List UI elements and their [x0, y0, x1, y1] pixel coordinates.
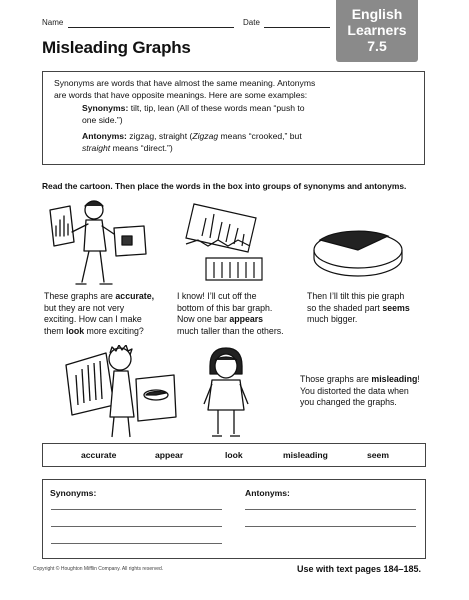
antonyms-heading: Antonyms: [245, 488, 290, 498]
synonyms-example-label: Synonyms: [82, 103, 129, 113]
english-learners-badge [336, 0, 418, 62]
word-look: look [225, 450, 243, 460]
word-seem: seem [367, 450, 389, 460]
panel-4-text [300, 374, 432, 409]
cartoon-cut-bar-graph [178, 200, 270, 284]
badge-line-2: Learners [347, 22, 407, 38]
panel-4-line-2: You distorted the data when [300, 385, 409, 396]
answer-box [42, 479, 426, 559]
panel-2-line-1: I know! I’ll cut off the [177, 291, 257, 301]
panel-3-text [307, 291, 432, 326]
name-label: Name [42, 18, 64, 27]
cartoon-boy-showing-graphs [62, 345, 180, 439]
panel-2-line-3: Now one bar [177, 314, 230, 324]
panel-2-line-2: bottom of this bar graph. [177, 302, 273, 313]
panel-3-line-1: Then I’ll tilt this pie graph [307, 291, 405, 301]
straight-word: straight [82, 142, 111, 153]
synonyms-heading: Synonyms: [50, 488, 97, 498]
panel-4-line-3: you changed the graphs. [300, 397, 397, 407]
panel-1-line-3: exciting. How can I make [44, 314, 142, 324]
synonyms-example-text: tilt, tip, lean (All of these words mean “push to [128, 103, 305, 113]
synonyms-example-text-2: one side.”) [82, 114, 123, 125]
keyword-misleading: misleading [371, 374, 418, 384]
antonyms-answer-line-2[interactable] [245, 526, 416, 527]
word-box [42, 443, 426, 467]
cartoon-tilted-pie-graph [308, 224, 408, 280]
definition-box [42, 71, 425, 165]
panel-1-text [44, 291, 174, 337]
name-field[interactable] [68, 27, 234, 28]
keyword-accurate: accurate, [115, 291, 155, 301]
panel-1-line-2: but they are not very [44, 302, 125, 313]
cartoon-girl [196, 346, 256, 438]
text-pages-reference: Use with text pages 184–185. [297, 564, 422, 574]
date-label: Date [243, 18, 260, 27]
antonyms-example-text-2: means “direct.”) [110, 142, 173, 153]
synonyms-answer-line-3[interactable] [51, 543, 222, 544]
definition-line-2: are words that have opposite meanings. Here are some examples: [54, 89, 308, 100]
page-title: Misleading Graphs [42, 38, 191, 57]
panel-1-line-4-end: more exciting? [84, 325, 144, 336]
keyword-look: look [66, 325, 85, 336]
panel-3-line-3: much bigger. [307, 314, 358, 324]
keyword-appears: appears [229, 314, 264, 324]
antonyms-example-label: Antonyms: [82, 131, 127, 141]
panel-1-line-4: them [44, 325, 67, 336]
panel-4-bang: ! [417, 374, 420, 384]
panel-1-line-1: These graphs are [44, 291, 116, 301]
antonyms-example-text-b: means “crooked,” but [218, 131, 302, 141]
synonyms-answer-line-2[interactable] [51, 526, 222, 527]
definition-line-1: Synonyms are words that have almost the same meaning. Antonyms [54, 78, 316, 88]
word-accurate: accurate [81, 450, 117, 460]
panel-3-line-2: so the shaded part [307, 302, 383, 313]
synonyms-answer-line-1[interactable] [51, 509, 222, 510]
panel-2-line-4: much taller than the others. [177, 325, 284, 336]
keyword-seems: seems [382, 302, 410, 313]
antonyms-answer-line-1[interactable] [245, 509, 416, 510]
word-misleading: misleading [283, 450, 328, 460]
badge-line-1: English [351, 6, 403, 22]
cartoon-boy-holding-graphs [44, 196, 164, 288]
instructions: Read the cartoon. Then place the words in the box into groups of synonyms and antonyms. [42, 181, 407, 191]
synonyms-example [82, 103, 417, 126]
antonyms-example [82, 131, 417, 154]
panel-4-line-1: Those graphs are [300, 374, 372, 384]
date-field[interactable] [264, 27, 330, 28]
antonyms-example-text: zigzag, straight ( [126, 131, 193, 141]
zigzag-word: Zigzag [192, 131, 219, 141]
panel-2-text [177, 291, 307, 337]
word-appear: appear [155, 450, 184, 460]
copyright-notice: Copyright © Houghton Mifflin Company. All rights reserved. [33, 566, 164, 572]
badge-line-3: 7.5 [367, 38, 387, 54]
